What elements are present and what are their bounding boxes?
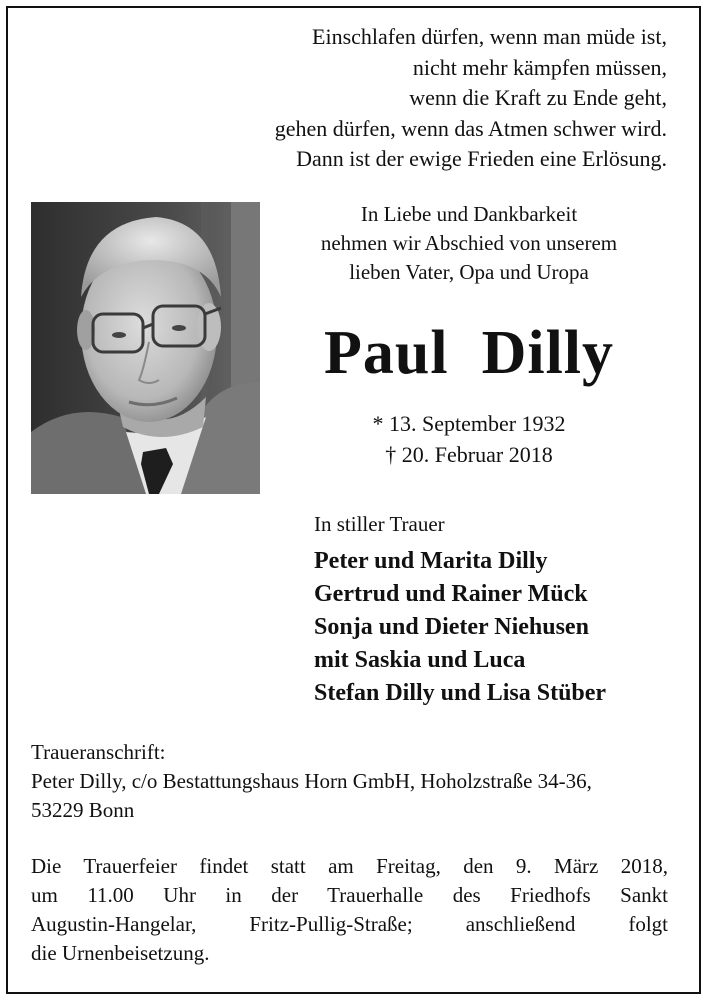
portrait-image [31,202,260,494]
deceased-name: Paul Dilly [323,319,615,387]
poem-line: nicht mehr kämpfen müssen, [412,54,667,80]
intro-line: nehmen wir Abschied von unserem [320,231,618,255]
family-member: Stefan Dilly und Lisa Stüber [314,680,607,706]
poem [275,22,667,175]
address-line: Peter Dilly, c/o Bestattungshaus Horn GmbH, Hoholzstraße 34-36, [31,769,592,793]
poem-line: gehen dürfen, wenn das Atmen schwer wird. [274,115,667,141]
intro-line: In Liebe und Dankbarkeit [360,202,578,226]
family-member: mit Saskia und Luca [314,647,526,673]
birth-date: * 13. September 1932 [372,411,566,436]
address-line: 53229 Bonn [31,798,135,822]
mourning-label: In stiller Trauer [314,512,445,536]
family-member: Gertrud und Rainer Mück [314,581,588,607]
intro-line: lieben Vater, Opa und Uropa [349,260,589,284]
poem-line: Dann ist der ewige Frieden eine Erlösung. [296,146,667,171]
life-dates [270,408,668,470]
poem-line: Einschlafen dürfen, wenn man müde ist, [312,24,667,49]
mourning-address [31,738,592,825]
death-date: † 20. Februar 2018 [385,442,553,467]
family-member: Sonja und Dieter Niehusen [314,614,589,640]
portrait-photo [31,202,260,494]
ceremony-line: die Urnenbeisetzung. [31,941,210,965]
address-label: Traueranschrift: [31,740,166,764]
poem-line: wenn die Kraft zu Ende geht, [409,85,667,110]
family-member: Peter und Marita Dilly [314,548,548,574]
ceremony-line: um 11.00 Uhr in der Trauerhalle des Friedhofs Sankt [31,883,668,907]
ceremony-line: Augustin-Hangelar, Fritz-Pullig-Straße; anschließend folgt [31,912,668,936]
family-list [314,545,606,710]
ceremony-info [31,852,668,968]
ceremony-line: Die Trauerfeier findet statt am Freitag, den 9. März 2018, [31,854,668,878]
intro-text [270,200,668,287]
